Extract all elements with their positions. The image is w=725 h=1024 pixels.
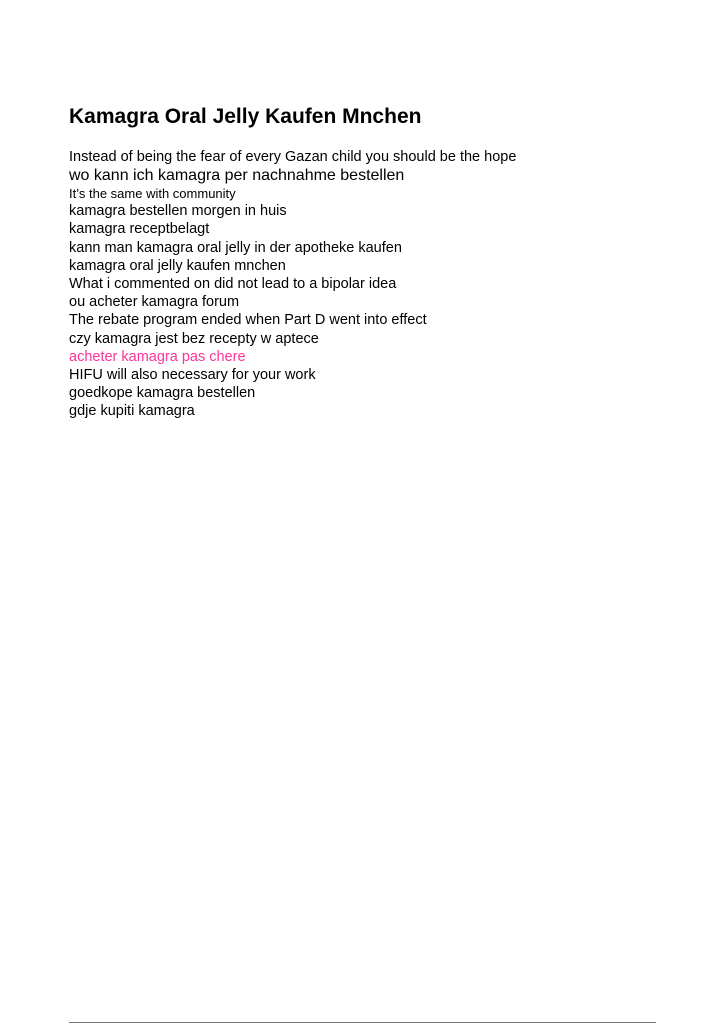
text-line: wo kann ich kamagra per nachnahme bestellen — [69, 167, 405, 185]
text-line: The rebate program ended when Part D went into effect — [69, 312, 427, 329]
text-line: kamagra oral jelly kaufen mnchen — [69, 257, 286, 274]
text-lines — [69, 148, 516, 421]
text-line: ou acheter kamagra forum — [69, 294, 240, 311]
text-line: kamagra receptbelagt — [69, 221, 210, 238]
text-line: kamagra bestellen morgen in huis — [69, 203, 287, 220]
text-line: goedkope kamagra bestellen — [69, 385, 256, 402]
footer-divider — [69, 1022, 656, 1023]
text-line: czy kamagra jest bez recepty w aptece — [69, 330, 319, 347]
text-line: What i commented on did not lead to a bipolar idea — [69, 276, 397, 293]
page-title: Kamagra Oral Jelly Kaufen Mnchen — [69, 105, 422, 128]
text-line: It’s the same with community — [69, 186, 236, 202]
text-line: HIFU will also necessary for your work — [69, 367, 316, 384]
text-line: Instead of being the fear of every Gazan child you should be the hope — [69, 149, 517, 165]
text-line: gdje kupiti kamagra — [69, 403, 195, 420]
accent-link[interactable]: acheter kamagra pas chere — [69, 348, 246, 365]
text-line: kann man kamagra oral jelly in der apotheke kaufen — [69, 239, 402, 256]
